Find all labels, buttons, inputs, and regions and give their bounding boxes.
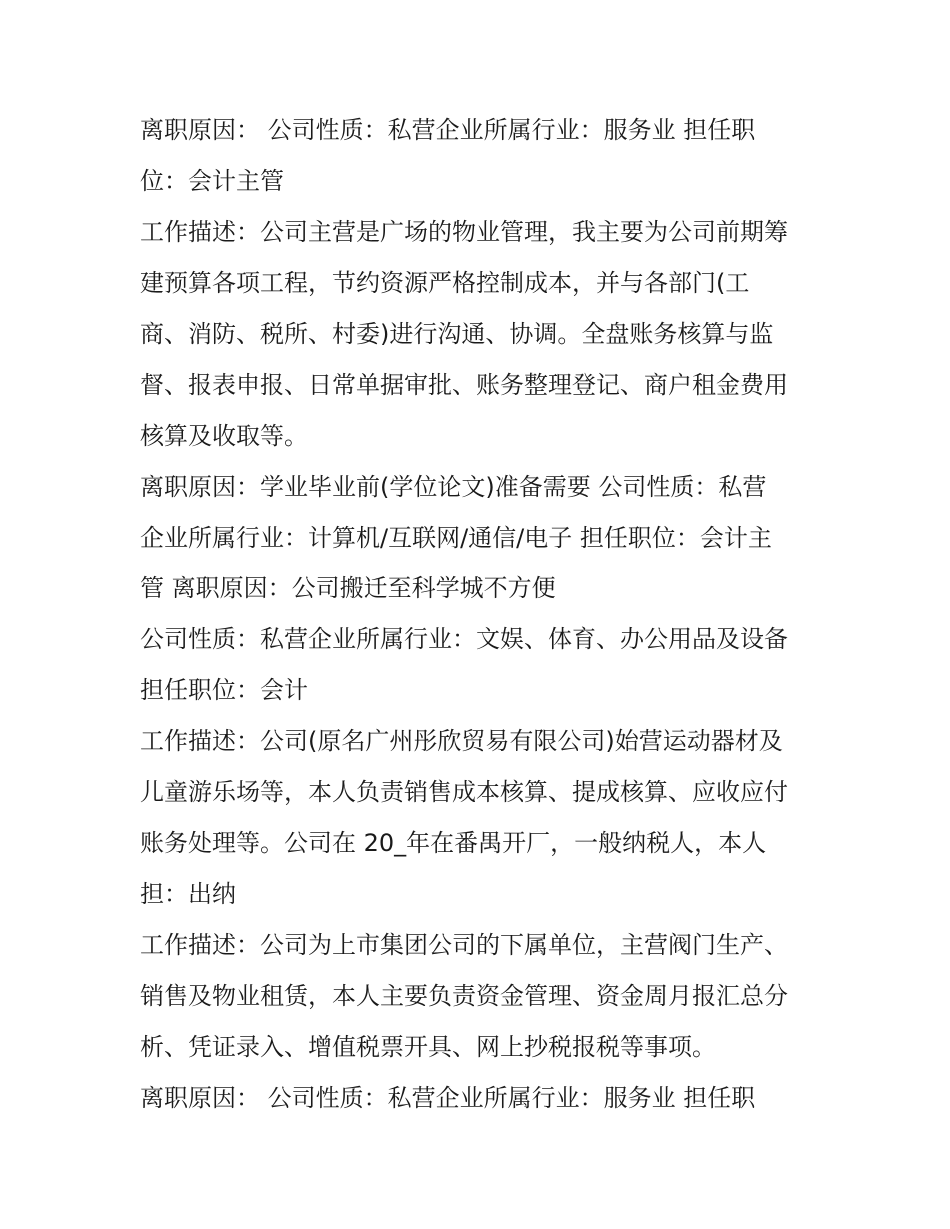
text-line: 离职原因： 公司性质：私营企业所属行业：服务业 担任职 (140, 1083, 756, 1112)
text-line: 账务处理等。公司在 20_年在番禺开厂，一般纳税人，本人 (140, 829, 767, 858)
document-body (140, 105, 830, 1124)
text-line: 公司性质：私营企业所属行业：文娱、体育、办公用品及设备 (140, 625, 788, 654)
text-line: 儿童游乐场等，本人负责销售成本核算、提成核算、应收应付 (140, 778, 788, 807)
text-line: 工作描述：公司为上市集团公司的下属单位，主营阀门生产、 (140, 931, 788, 959)
text-line: 担：出纳 (140, 880, 236, 909)
text-line: 离职原因： 公司性质：私营企业所属行业：服务业 担任职 (140, 116, 756, 144)
text-line: 工作描述：公司主营是广场的物业管理，我主要为公司前期筹 (140, 217, 788, 246)
text-line: 管 离职原因：公司搬迁至科学城不方便 (140, 574, 556, 603)
text-line: 企业所属行业：计算机/互联网/通信/电子 担任职位：会计主 (140, 523, 772, 552)
text-line: 工作描述：公司(原名广州彤欣贸易有限公司)始营运动器材及 (140, 727, 783, 756)
text-line: 担任职位：会计 (140, 676, 308, 705)
text-line: 商、消防、税所、村委)进行沟通、协调。全盘账务核算与监 (140, 319, 774, 348)
text-line: 析、凭证录入、增值税票开具、网上抄税报税等事项。 (140, 1032, 716, 1061)
text-line: 建预算各项工程，节约资源严格控制成本，并与各部门(工 (140, 268, 750, 297)
text-line: 销售及物业租赁，本人主要负责资金管理、资金周月报汇总分 (140, 981, 788, 1010)
text-line: 督、报表申报、日常单据审批、账务整理登记、商户租金费用 (140, 370, 788, 399)
text-line: 离职原因：学业毕业前(学位论文)准备需要 公司性质：私营 (140, 472, 767, 501)
text-line: 核算及收取等。 (140, 421, 308, 450)
text-line: 位：会计主管 (140, 166, 284, 195)
